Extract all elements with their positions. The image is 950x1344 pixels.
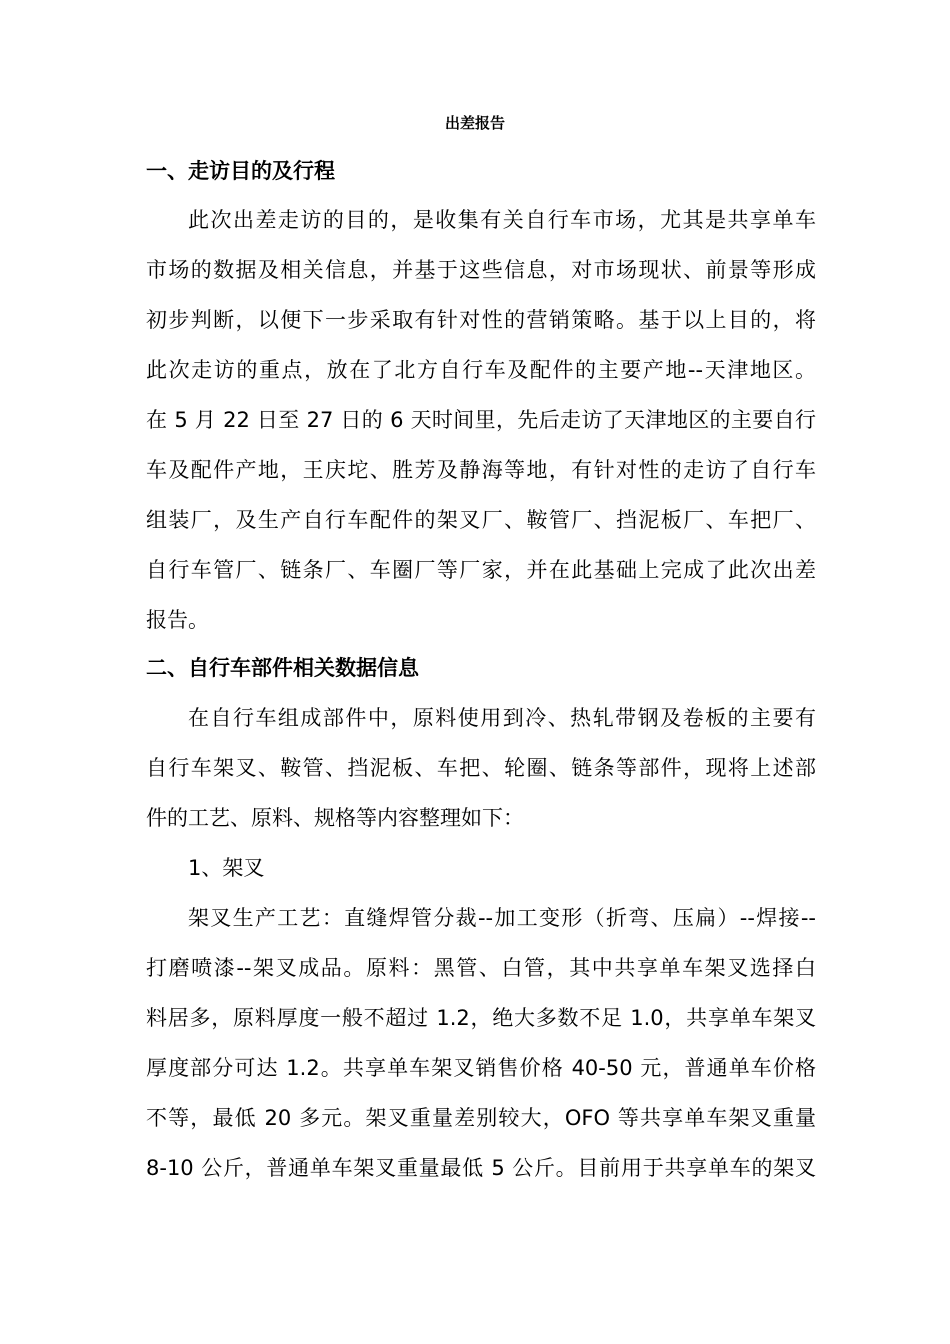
paragraph-line: 在自行车组成部件中，原料使用到冷、热轧带钢及卷板的主要有 xyxy=(188,706,816,730)
paragraph-line: 此次出差走访的目的，是收集有关自行车市场，尤其是共享单车 xyxy=(188,208,816,232)
paragraph-line: 此次走访的重点，放在了北方自行车及配件的主要产地--天津地区。 xyxy=(146,358,816,382)
section-heading-parts-data: 二、自行车部件相关数据信息 xyxy=(146,656,419,680)
paragraph-line: 在 5 月 22 日至 27 日的 6 天时间里，先后走访了天津地区的主要自行 xyxy=(146,408,816,432)
section-heading-purpose: 一、走访目的及行程 xyxy=(146,159,335,183)
paragraph-line: 自行车管厂、链条厂、车圈厂等厂家，并在此基础上完成了此次出差 xyxy=(146,558,816,582)
paragraph-line: 8-10 公斤，普通单车架叉重量最低 5 公斤。目前用于共享单车的架叉 xyxy=(146,1156,816,1180)
paragraph-line: 架叉生产工艺：直缝焊管分裁--加工变形（折弯、压扁）--焊接-- xyxy=(188,906,816,930)
paragraph-line: 料居多，原料厚度一般不超过 1.2，绝大多数不足 1.0，共享单车架叉 xyxy=(146,1006,816,1030)
paragraph-line: 自行车架叉、鞍管、挡泥板、车把、轮圈、链条等部件，现将上述部 xyxy=(146,756,816,780)
document-title: 出差报告 xyxy=(444,114,505,132)
paragraph-line: 组装厂，及生产自行车配件的架叉厂、鞍管厂、挡泥板厂、车把厂、 xyxy=(146,508,816,532)
paragraph-line: 厚度部分可达 1.2。共享单车架叉销售价格 40-50 元，普通单车价格 xyxy=(146,1056,816,1080)
paragraph-line: 市场的数据及相关信息，并基于这些信息，对市场现状、前景等形成 xyxy=(146,258,816,282)
paragraph-line: 不等，最低 20 多元。架叉重量差别较大，OFO 等共享单车架叉重量 xyxy=(146,1106,816,1130)
subsection-heading-frame-fork: 1、架叉 xyxy=(188,856,265,880)
paragraph-line: 初步判断，以便下一步采取有针对性的营销策略。基于以上目的，将 xyxy=(146,308,816,332)
paragraph-line: 报告。 xyxy=(146,608,209,632)
paragraph-line: 件的工艺、原料、规格等内容整理如下： xyxy=(146,806,524,830)
paragraph-line: 车及配件产地，王庆坨、胜芳及静海等地，有针对性的走访了自行车 xyxy=(146,458,816,482)
paragraph-line: 打磨喷漆--架叉成品。原料：黑管、白管，其中共享单车架叉选择白 xyxy=(146,956,816,980)
